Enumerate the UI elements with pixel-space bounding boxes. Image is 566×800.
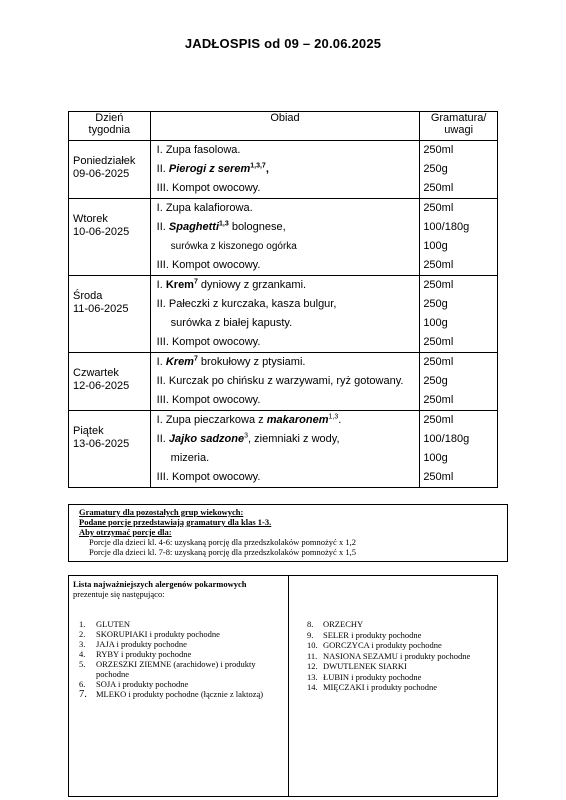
notes-line: Podane porcje przedstawiają gramatury dla klas 1-3.: [79, 517, 272, 527]
menu-item: I. Krem$^7$ dyniowy z grzankami.: [156, 278, 307, 291]
menu-item: I. Krem$^7$ brokułowy z ptysiami.: [156, 355, 306, 368]
day-date: 10-06-2025: [73, 226, 130, 238]
day-name: Piątek: [73, 425, 104, 437]
menu-item: mizeria.: [170, 452, 210, 464]
menu-item: II. Kurczak po chińsku z warzywami, ryż gotowany.: [156, 375, 404, 387]
menu-table: [68, 111, 498, 488]
list-item: pochodne: [96, 669, 130, 679]
day-cell: [69, 411, 151, 488]
notes-line: Aby otrzymać porcje dla:: [79, 527, 172, 537]
table-row-tuesday: [69, 199, 498, 276]
list-item: 13. ŁUBIN i produkty pochodne: [307, 671, 422, 682]
notes-line: Porcje dla dzieci kl. 7-8: uzyskaną porcję dla przedszkolaków pomnożyć x 1,5: [89, 547, 356, 557]
weight-value: 250ml: [423, 144, 454, 156]
weight-value: 250g: [423, 375, 448, 387]
menu-item: II. Pałeczki z kurczaka, kasza bulgur,: [156, 298, 337, 310]
list-item: 11. NASIONA SEZAMU i produkty pochodne: [307, 650, 471, 661]
allergen-column-left: [69, 576, 289, 796]
weight-value: 250ml: [423, 414, 454, 426]
lunch-cell: [150, 353, 420, 411]
day-date: 11-06-2025: [73, 303, 129, 315]
menu-item: III. Kompot owocowy.: [156, 259, 261, 271]
day-name: Środa: [73, 290, 103, 302]
weight-value: 100g: [423, 452, 448, 464]
weight-value: 100g: [423, 240, 448, 252]
day-name: Poniedziałek: [73, 155, 136, 167]
lunch-cell: [150, 141, 420, 199]
lunch-cell: [150, 199, 420, 276]
menu-item: III. Kompot owocowy.: [156, 394, 261, 406]
lunch-cell: [150, 276, 420, 353]
allergen-list-right: [307, 619, 470, 693]
weight-value: 250ml: [423, 356, 454, 368]
weight-value: 250g: [423, 298, 448, 310]
list-item: 6. SOJA i produkty pochodne: [79, 679, 189, 689]
lunch-cell: [150, 411, 420, 488]
day-date: 09-06-2025: [73, 168, 130, 180]
day-date: 13-06-2025: [73, 438, 130, 450]
page-title: JADŁOSPIS od 09 – 20.06.2025: [184, 36, 382, 51]
weight-value: 250ml: [423, 394, 454, 406]
weight-value: 250ml: [423, 202, 454, 214]
weight-value: 250ml: [423, 182, 454, 194]
menu-item: surówka z białej kapusty.: [170, 317, 293, 329]
day-name: Wtorek: [73, 213, 108, 225]
menu-item: I. Zupa pieczarkowa z makaronem$^{1,3}$.: [156, 413, 342, 426]
weight-cell: [420, 411, 498, 488]
header-lunch: Obiad: [150, 112, 420, 141]
weight-cell: [420, 141, 498, 199]
weight-cell: [420, 199, 498, 276]
weight-value: 250ml: [423, 336, 454, 348]
menu-item: II. Pierogi z serem$^{1,3,7}$,: [156, 162, 269, 175]
list-item: 7. MLEKO i produkty pochodne (łącznie z laktozą): [79, 689, 264, 700]
table-header-row: [69, 112, 498, 141]
menu-item: II. Jajko sadzone$^3$, ziemniaki z wody,: [156, 432, 340, 445]
list-item: 3. JAJA i produkty pochodne: [79, 639, 187, 649]
day-cell: [69, 141, 151, 199]
menu-item: II. Spaghetti$^{1,3}$ bolognese,: [156, 220, 286, 233]
list-item: 8. ORZECHY: [307, 619, 364, 629]
day-cell: [69, 353, 151, 411]
allergen-intro: prezentuje się następująco:: [73, 589, 165, 599]
notes-heading: Gramatury dla pozostałych grup wiekowych:: [79, 507, 244, 517]
weight-cell: [420, 276, 498, 353]
table-row-wednesday: [69, 276, 498, 353]
menu-item: surówka z kiszonego ogórka: [170, 241, 297, 252]
list-item: 14. MIĘCZAKI i produkty pochodne: [307, 682, 438, 692]
weight-value: 250ml: [423, 471, 454, 483]
day-date: 12-06-2025: [73, 380, 130, 392]
menu-item: I. Zupa kalafiorowa.: [156, 202, 253, 214]
weight-value: 100g: [423, 317, 448, 329]
day-cell: [69, 276, 151, 353]
portion-notes: [68, 504, 508, 562]
weight-value: 250ml: [423, 279, 454, 291]
list-item: 9. SELER i produkty pochodne: [307, 629, 422, 640]
allergen-box: [68, 575, 498, 797]
list-item: 1. GLUTEN: [79, 619, 130, 629]
weight-value: 250ml: [423, 259, 454, 271]
table-row-monday: [69, 141, 498, 199]
menu-item: III. Kompot owocowy.: [156, 471, 261, 483]
list-item: 10. GORCZYCA i produkty pochodne: [307, 640, 442, 650]
weight-value: 250g: [423, 163, 448, 175]
header-day: Dzień tygodnia: [69, 112, 151, 141]
weight-cell: [420, 353, 498, 411]
day-cell: [69, 199, 151, 276]
menu-item: III. Kompot owocowy.: [156, 182, 261, 194]
table-row-friday: [69, 411, 498, 488]
notes-line: Porcje dla dzieci kl. 4-6: uzyskaną porcję dla przedszkolaków pomnożyć x 1,2: [89, 537, 356, 547]
list-item: 12. DWUTLENEK SIARKI: [307, 661, 407, 671]
allergen-list-left: [73, 619, 288, 700]
menu-item: III. Kompot owocowy.: [156, 336, 261, 348]
list-item: 2. SKORUPIAKI i produkty pochodne: [79, 629, 220, 639]
day-name: Czwartek: [73, 367, 119, 379]
allergen-column-right: [289, 576, 497, 796]
list-item: 4. RYBY i produkty pochodne: [79, 649, 192, 659]
table-row-thursday: [69, 353, 498, 411]
header-weight: Gramatura/ uwagi: [420, 112, 498, 141]
list-item: 5. ORZESZKI ZIEMNE (arachidowe) i produkty: [79, 659, 256, 669]
menu-item: I. Zupa fasolowa.: [156, 144, 241, 156]
weight-value: 100/180g: [423, 433, 470, 445]
weight-value: 100/180g: [423, 221, 470, 233]
allergen-heading: Lista najważniejszych alergenów pokarmowych: [73, 579, 247, 589]
